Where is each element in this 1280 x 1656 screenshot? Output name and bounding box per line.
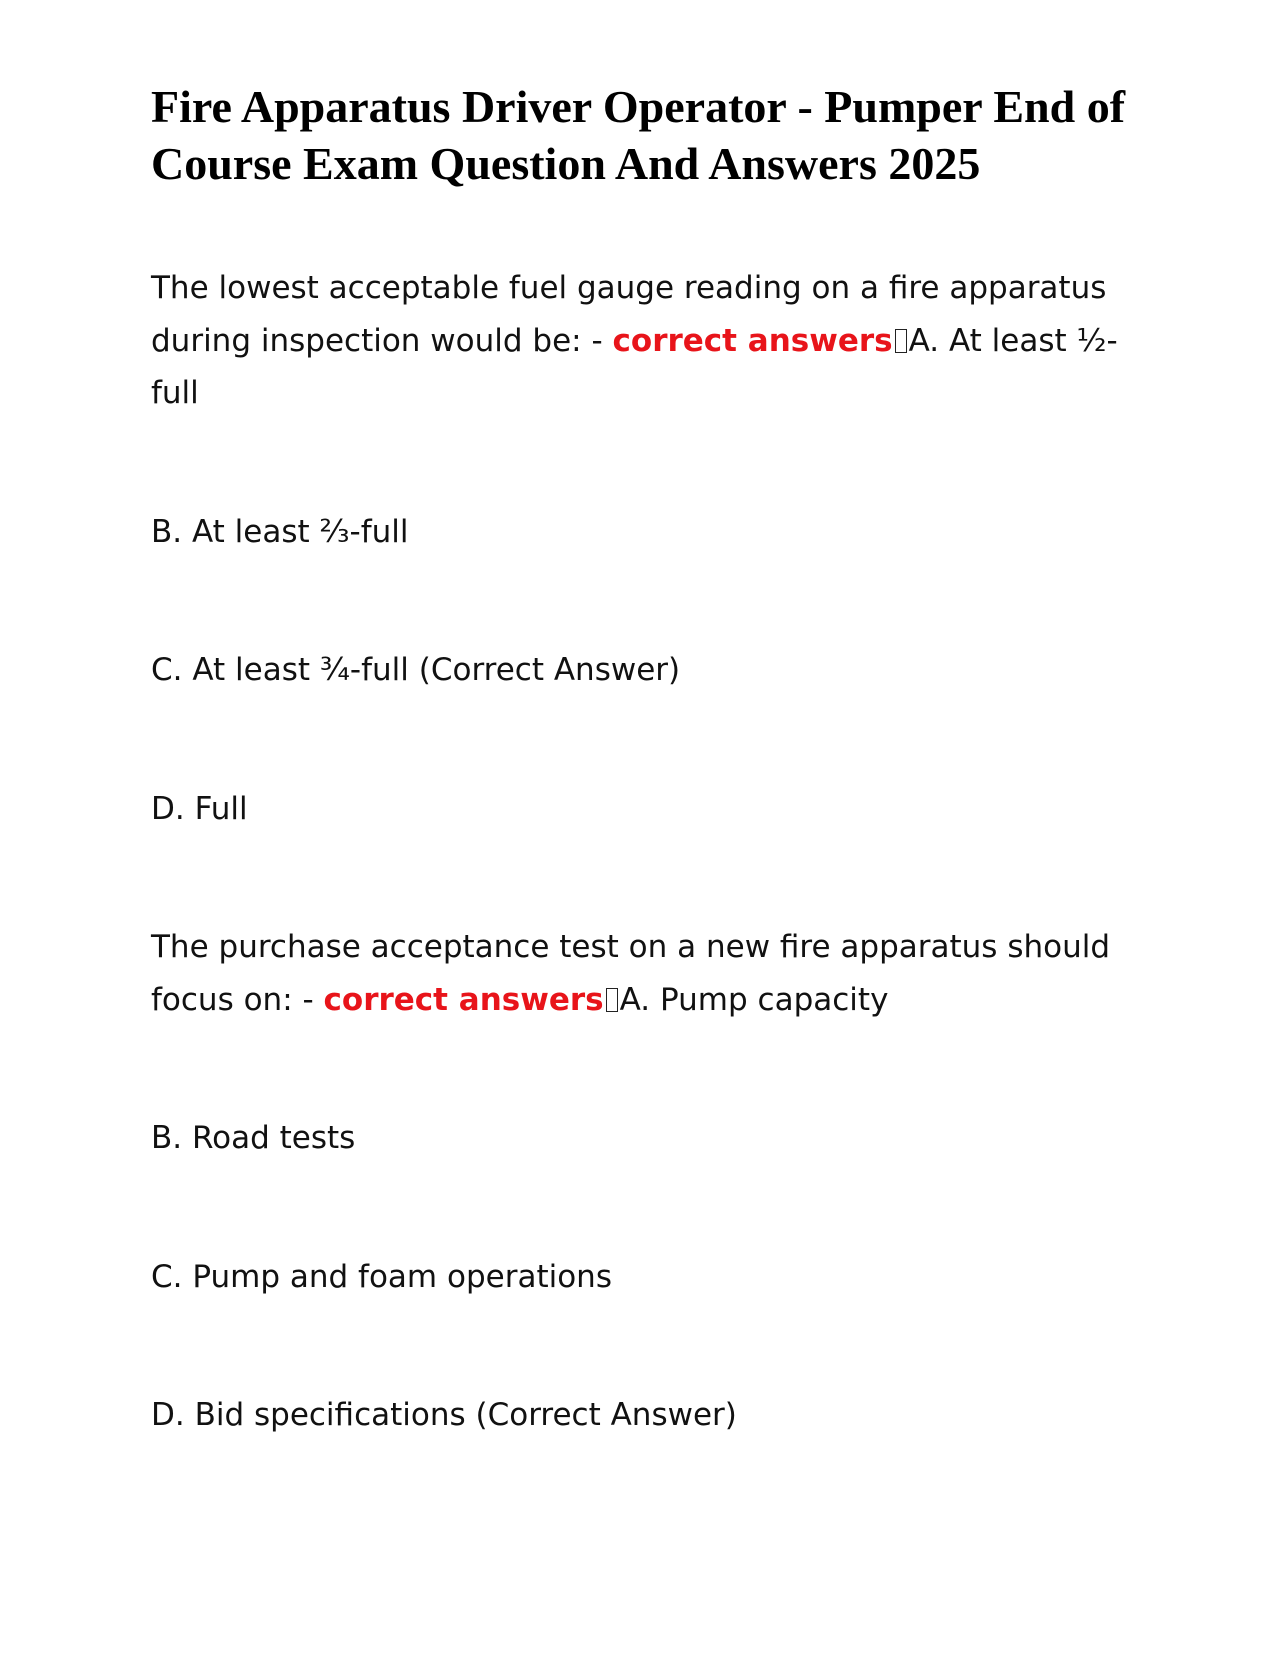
question-1-option-a: A. At least ½-full bbox=[151, 322, 1118, 411]
missing-glyph-icon bbox=[606, 988, 618, 1012]
question-1-option-c: C. At least ¾-full (Correct Answer) bbox=[151, 652, 681, 688]
question-1-prompt bbox=[151, 262, 1151, 420]
document-title: Fire Apparatus Driver Operator - Pumper End of Course Exam Question And Answers 2025 bbox=[151, 81, 1126, 189]
question-2-option-c: C. Pump and foam operations bbox=[151, 1258, 612, 1295]
question-2-prompt bbox=[151, 921, 1151, 1026]
question-1-text: The lowest acceptable fuel gauge reading on a fire apparatus during inspection would be: - bbox=[151, 270, 1107, 359]
question-2-option-b: B. Road tests bbox=[151, 1120, 356, 1156]
correct-answers-label: correct answers bbox=[323, 981, 604, 1018]
question-2-option-d: D. Bid specifications (Correct Answer) bbox=[151, 1397, 737, 1433]
document-page bbox=[151, 78, 1151, 1442]
question-2-option-a: A. Pump capacity bbox=[619, 981, 889, 1018]
question-1-option-d: D. Full bbox=[151, 790, 248, 827]
missing-glyph-icon bbox=[895, 329, 907, 353]
correct-answers-label: correct answers bbox=[612, 322, 893, 359]
question-2-text: The purchase acceptance test on a new fire apparatus should focus on: - bbox=[151, 929, 1111, 1018]
question-1-option-b: B. At least ⅔-full bbox=[151, 513, 409, 550]
